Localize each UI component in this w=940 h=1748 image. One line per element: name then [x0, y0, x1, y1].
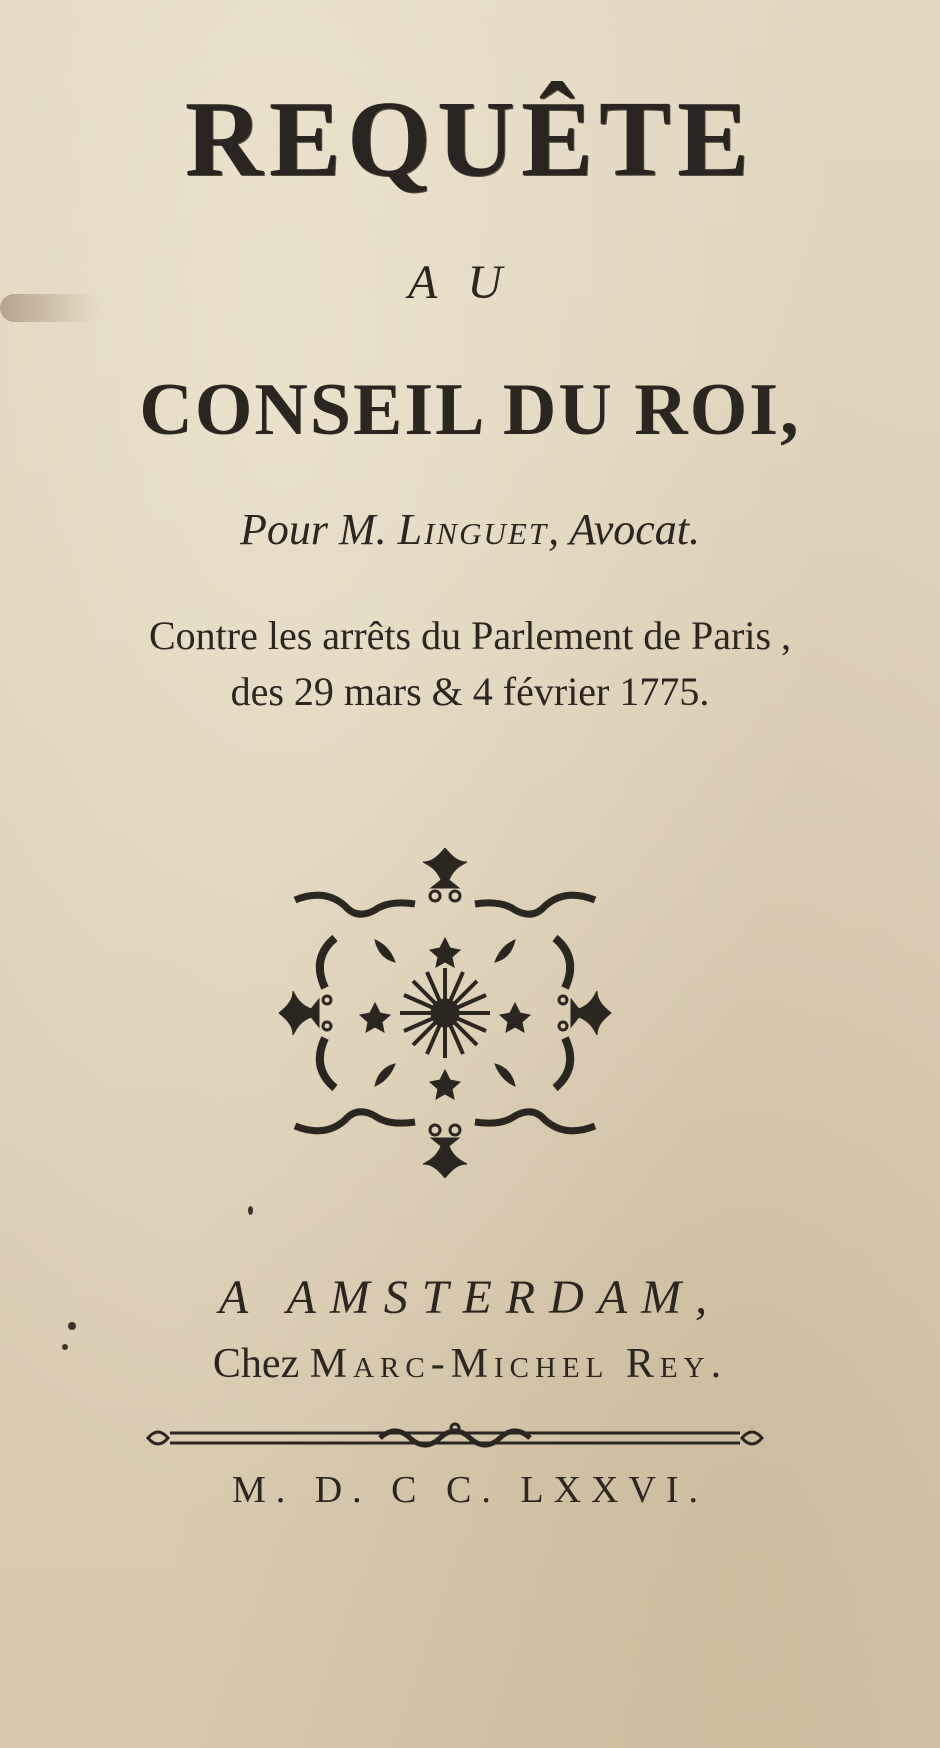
book-title: REQUÊTE [184, 80, 756, 199]
imprint-year: M. D. C C. LXXVI. [231, 1469, 709, 1511]
ornamental-rule-icon [140, 1420, 770, 1456]
subtitle-au: AU [408, 256, 532, 309]
fleuron-ornament-icon [275, 848, 615, 1178]
ink-speck [248, 1206, 253, 1215]
author-prefix: Pour M. [239, 505, 398, 554]
subtitle-conseil: CONSEIL DU ROI, [139, 369, 801, 451]
imprint-publisher-line [0, 1340, 940, 1388]
author-suffix: , Avocat. [548, 505, 700, 554]
imprint-chez: Chez [212, 1341, 310, 1387]
imprint-city: A AMSTERDAM, [218, 1271, 722, 1324]
author-line [0, 504, 940, 555]
imprint-publisher: Marc-Michel Rey. [309, 1341, 728, 1387]
author-name: Linguet [397, 505, 549, 554]
ink-speck [68, 1322, 76, 1330]
ink-speck [62, 1344, 68, 1350]
contre-line: Contre les arrêts du Parlement de Paris , [148, 613, 792, 658]
dates-line: des 29 mars & 4 février 1775. [230, 669, 710, 714]
